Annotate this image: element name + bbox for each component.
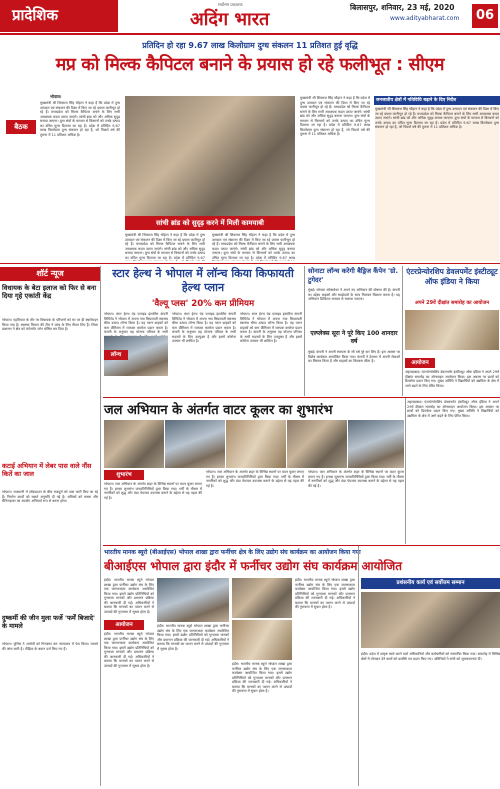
award-body: इंदौर। प्रदेश में उत्कृष्ट कार्य करने वाले अधिकारियों और कर्मचारियों को सम्मानित किया गया। समारोह में विभिन्न क्षेत्रों में योगदान देने वालों को प्रशस्ति पत्र प्रदान किए गए। अतिथियों ने सभी को शुभकामनाएं दीं। bbox=[361, 652, 500, 661]
sona-sub-headline: एल्प्लेक्स सूरा ने पूरे किए 100 शानदार वर्ष bbox=[310, 330, 398, 345]
divider-3 bbox=[103, 545, 500, 546]
water-photo-5 bbox=[348, 420, 404, 468]
water-photo-3 bbox=[226, 420, 286, 468]
entre-body: अहमदाबाद। एंटरप्रेन्योरशिप डेवलपमेंट इंस्टीट्यूट ऑफ इंडिया ने अपने 29वें दीक्षांत समारोह का ऑनलाइन आयोजन किया। इस अवसर पर छात्रों को डिप्लोमा प्रदान किए गए। मुख्य अतिथि ने विद्यार्थियों को उद्यमिता के क्षेत्र में आगे बढ़ने के लिए प्रेरित किया। bbox=[405, 370, 499, 388]
bis-body-2: इंदौर। भारतीय मानक ब्यूरो भोपाल शाखा द्वारा फर्नीचर उद्योग संघ के लिए एक जागरूकता कार्यक्रम आयोजित किया गया। इसमें उद्योग प्रतिनिधियों को गुणवत्ता मानकों और प्रमाणन प्रक्रिया की जानकारी दी गई। अधिकारियों ने बताया कि मानकों का पालन करने से उत्पादों की गुणवत्ता में सुधार होता है। bbox=[104, 632, 154, 668]
short-news-1-body: भोपाल। एहतियात के तौर पर विधायक के परिजनों को घर पर ही क्वारेंटाइन किया गया है। स्वास्थ्य विभाग की टीम ने जांच के लिए सैंपल लिए हैं। जिला प्रशासन ने क्षेत्र को कंटेनमेंट जोन घोषित कर दिया है। bbox=[2, 318, 98, 331]
lead-badge: बैठक bbox=[6, 120, 36, 134]
lead-body-col1: मुख्यमंत्री श्री शिवराज सिंह चौहान ने कहा है कि प्रदेश में दुग्ध उत्पादन एवं संकलन की दिशा में किए जा रहे प्रयास फलीभूत हो रहे हैं। मध्यप्रदेश को मिल्क कैपिटल बनाने के लिए सभी आवश्यक कदम उठाए जाएंगे। सांची ब्रांड को और अधिक सुदृढ़ बनाया जाएगा। दुग्ध संघों के माध्यम से किसानों को उनके उत्पाद का उचित मूल्य दिलाया जा रहा है। प्रदेश में प्रतिदिन 9.67 लाख किलोग्राम दुग्ध संकलन हो रहा है, जो पिछले वर्ष की तुलना में 11 प्रतिशत अधिक है। bbox=[40, 101, 120, 137]
bis-photo-3 bbox=[232, 620, 292, 660]
award-title: प्रशंसनीय कार्य एवं सर्वोत्तम सम्मान bbox=[361, 578, 500, 589]
short-news-3-body: भोपाल। पुलिस ने आरोपी को गिरफ्तार कर न्यायालय में पेश किया। मामले की जांच जारी है। पीड़िता के बयान दर्ज किए गए हैं। bbox=[2, 642, 98, 651]
water-body-3: भोपाल। जल अभियान के अंतर्गत शहर के विभिन्न स्थानों पर वाटर कूलर लगाए गए हैं। इनका शुभारंभ जनप्रतिनिधियों द्वारा किया गया। गर्मी के मौसम में नागरिकों को शुद्ध और ठंडा पेयजल उपलब्ध कराने के उद्देश्य से यह पहल की गई है। bbox=[308, 470, 404, 488]
divider-2 bbox=[103, 397, 500, 398]
health-body-3: भोपाल। स्टार हेल्थ एंड एलाइड इंश्योरेंस कंपनी लिमिटेड ने भोपाल में अपना नया किफायती स्वास्थ्य बीमा उत्पाद लॉन्च किया है। यह प्लान ग्राहकों को कम प्रीमियम में व्यापक कवरेज प्रदान करता है। कंपनी के अनुसार यह योजना परिवार के सभी सदस्यों के लिए उपयुक्त है और इसमें कोरोना उपचार भी शामिल है। bbox=[240, 312, 302, 343]
section-title: प्रादेशिक bbox=[12, 6, 58, 24]
water-photo-2 bbox=[165, 420, 225, 468]
lead-photo-caption: सांची ब्रांड को सुदृढ़ करने में मिली कामयाबी bbox=[125, 216, 295, 230]
health-headline: स्टार हेल्थ ने भोपाल में लॉन्च किया किफायती हेल्थ प्लान bbox=[112, 267, 294, 294]
bis-body-4: इंदौर। भारतीय मानक ब्यूरो भोपाल शाखा द्वारा फर्नीचर उद्योग संघ के लिए एक जागरूकता कार्यक्रम आयोजित किया गया। इसमें उद्योग प्रतिनिधियों को गुणवत्ता मानकों और प्रमाणन प्रक्रिया की जानकारी दी गई। अधिकारियों ने बताया कि मानकों का पालन करने से उत्पादों की गुणवत्ता में सुधार होता है। bbox=[232, 662, 292, 693]
short-news-2-body: भोपाल। राजधानी में लॉकडाउन के बीच मजदूरों को पास जारी किए जा रहे हैं। निर्माण कार्यों को सशर्त अनुमति दी गई है। श्रमिकों को मास्क और सैनिटाइजर का उपयोग अनिवार्य रूप से करना होगा। bbox=[2, 490, 98, 503]
entre-headline: एंटरप्रेन्योरशिप डेवलपमेंट इंस्टीट्यूट ऑफ इंडिया ने किया bbox=[406, 267, 498, 286]
lead-photo bbox=[125, 96, 295, 216]
health-rule bbox=[304, 266, 305, 396]
sona-sub-body: मुंबई। कंपनी ने अपनी स्थापना के सौ वर्ष पूरे कर लिए हैं। इस अवसर पर विशेष कार्यक्रम आयोजित किया गया। कंपनी ने देशभर में अपनी सेवाओं का विस्तार किया है और ग्राहकों का विश्वास जीता है। bbox=[308, 350, 400, 363]
entre-subhead: अपने 29वें दीक्षांत समारोह का आयोजन bbox=[414, 300, 490, 306]
masthead-rule bbox=[0, 33, 500, 35]
bis-rule bbox=[358, 546, 359, 786]
bis-body-5: इंदौर। भारतीय मानक ब्यूरो भोपाल शाखा द्वारा फर्नीचर उद्योग संघ के लिए एक जागरूकता कार्यक्रम आयोजित किया गया। इसमें उद्योग प्रतिनिधियों को गुणवत्ता मानकों और प्रमाणन प्रक्रिया की जानकारी दी गई। अधिकारियों ने बताया कि मानकों का पालन करने से उत्पादों की गुणवत्ता में सुधार होता है। bbox=[295, 578, 355, 609]
lead-sidebox-title: जनजातीय क्षेत्रों में गतिविधि बढ़ाने के दिए निर्देश bbox=[374, 96, 500, 105]
water-body-1: भोपाल। जल अभियान के अंतर्गत शहर के विभिन्न स्थानों पर वाटर कूलर लगाए गए हैं। इनका शुभारंभ जनप्रतिनिधियों द्वारा किया गया। गर्मी के मौसम में नागरिकों को शुद्ध और ठंडा पेयजल उपलब्ध कराने के उद्देश्य से यह पहल की गई है। bbox=[104, 482, 202, 500]
bis-kicker: भारतीय मानक ब्यूरो (बीआईएस) भोपाल शाखा द्वारा फर्नीचर क्षेत्र के लिए उद्योग संघ कार्यक्रम का आयोजन किया गया bbox=[104, 549, 361, 556]
entre-badge: आयोजन bbox=[405, 358, 435, 368]
entre-photo bbox=[405, 310, 499, 350]
short-news-2-head: कटाई अभियान में लेबर पास वाले नौंस कितें का जाल bbox=[2, 462, 92, 478]
lead-body-col4: मुख्यमंत्री श्री शिवराज सिंह चौहान ने कहा है कि प्रदेश में दुग्ध उत्पादन एवं संकलन की दिशा में किए जा रहे प्रयास फलीभूत हो रहे हैं। मध्यप्रदेश को मिल्क कैपिटल बनाने के लिए सभी आवश्यक कदम उठाए जाएंगे। सांची ब्रांड को और अधिक सुदृढ़ बनाया जाएगा। दुग्ध संघों के माध्यम से किसानों को उनके उत्पाद का उचित मूल्य दिलाया जा रहा है। प्रदेश में प्रतिदिन 9.67 लाख किलोग्राम दुग्ध संकलन हो रहा है, जो पिछले वर्ष की तुलना में 11 प्रतिशत अधिक है। bbox=[300, 96, 370, 136]
health-body-2: भोपाल। स्टार हेल्थ एंड एलाइड इंश्योरेंस कंपनी लिमिटेड ने भोपाल में अपना नया किफायती स्वास्थ्य बीमा उत्पाद लॉन्च किया है। यह प्लान ग्राहकों को कम प्रीमियम में व्यापक कवरेज प्रदान करता है। कंपनी के अनुसार यह योजना परिवार के सभी सदस्यों के लिए उपयुक्त है और इसमें कोरोना उपचार भी शामिल है। bbox=[172, 312, 236, 343]
lead-dateline: भोपाल। bbox=[50, 94, 62, 99]
water-rule bbox=[405, 398, 406, 544]
brand-logo bbox=[190, 2, 310, 30]
masthead-date: बिलासपुर, शनिवार, 23 मई, 2020 bbox=[350, 3, 455, 12]
health-subhead: 'वैल्यू प्लस' 20% कम प्रीमियम bbox=[151, 299, 255, 309]
brand-tagline: सर्वोत्तम प्रकाशक bbox=[218, 2, 243, 7]
bis-body-1: इंदौर। भारतीय मानक ब्यूरो भोपाल शाखा द्वारा फर्नीचर उद्योग संघ के लिए एक जागरूकता कार्यक्रम आयोजित किया गया। इसमें उद्योग प्रतिनिधियों को गुणवत्ता मानकों और प्रमाणन प्रक्रिया की जानकारी दी गई। अधिकारियों ने बताया कि मानकों का पालन करने से उत्पादों की गुणवत्ता में सुधार होता है। bbox=[104, 578, 154, 614]
brand-name: अदिंग भारत bbox=[190, 9, 270, 30]
masthead-website[interactable]: www.adityabharat.com bbox=[390, 15, 460, 22]
short-news-title: शॉर्ट न्यूज bbox=[0, 267, 100, 281]
divider-1 bbox=[0, 263, 500, 264]
sona-body: मुंबई। सोनाटा सॉफ्टवेयर ने अपने नए अभियान की घोषणा की है। कंपनी का उद्देश्य ग्राहकों और साझेदारों के साथ मिलकर विकास करना है। यह अभियान डिजिटल माध्यम से चलाया जाएगा। bbox=[308, 288, 400, 301]
health-badge: लॉन्च bbox=[104, 350, 128, 360]
bis-photo-1 bbox=[157, 578, 229, 622]
sona-rule bbox=[402, 266, 403, 396]
water-photo-1 bbox=[104, 420, 164, 468]
bis-headline: बीआईएस भोपाल द्वारा इंदौर में फर्नीचर उद्योग संघ कार्यक्रम आयोजित bbox=[104, 559, 403, 573]
lead-body-col2: मुख्यमंत्री श्री शिवराज सिंह चौहान ने कहा है कि प्रदेश में दुग्ध उत्पादन एवं संकलन की दिशा में किए जा रहे प्रयास फलीभूत हो रहे हैं। मध्यप्रदेश को मिल्क कैपिटल बनाने के लिए सभी आवश्यक कदम उठाए जाएंगे। सांची ब्रांड को और अधिक सुदृढ़ बनाया जाएगा। दुग्ध संघों के माध्यम से किसानों को उनके उत्पाद का उचित मूल्य दिलाया जा रहा है। प्रदेश में प्रतिदिन 9.67 bbox=[125, 233, 205, 260]
water-photo-4 bbox=[287, 420, 347, 468]
short-news-1-head: विधायक के बेटा इलाज को फिर से बना दिया गृहे एकांती केंद्र bbox=[2, 284, 97, 300]
lead-body-col3: मुख्यमंत्री श्री शिवराज सिंह चौहान ने कहा है कि प्रदेश में दुग्ध उत्पादन एवं संकलन की दिशा में किए जा रहे प्रयास फलीभूत हो रहे हैं। मध्यप्रदेश को मिल्क कैपिटल बनाने के लिए सभी आवश्यक कदम उठाए जाएंगे। सांची ब्रांड को और अधिक सुदृढ़ बनाया जाएगा। दुग्ध संघों के माध्यम से किसानों को उनके उत्पाद का उचित मूल्य दिलाया जा रहा है। प्रदेश में प्रतिदिन 9.67 लाख bbox=[212, 233, 295, 260]
entre-body-continued: अहमदाबाद। एंटरप्रेन्योरशिप डेवलपमेंट इंस्टीट्यूट ऑफ इंडिया ने अपने 29वें दीक्षांत समारोह का ऑनलाइन आयोजन किया। इस अवसर पर छात्रों को डिप्लोमा प्रदान किए गए। मुख्य अतिथि ने विद्यार्थियों को उद्यमिता के क्षेत्र में आगे बढ़ने के लिए प्रेरित किया। bbox=[407, 400, 499, 418]
water-badge: शुभारंभ bbox=[104, 470, 144, 480]
bis-badge: आयोजन bbox=[104, 620, 144, 630]
short-news-3-head: दुष्कर्मी की जीन मुला फर्जे 'फर्में बिजादे' के मामले bbox=[2, 614, 95, 630]
bis-body-3: इंदौर। भारतीय मानक ब्यूरो भोपाल शाखा द्वारा फर्नीचर उद्योग संघ के लिए एक जागरूकता कार्यक्रम आयोजित किया गया। इसमें उद्योग प्रतिनिधियों को गुणवत्ता मानकों और प्रमाणन प्रक्रिया की जानकारी दी गई। अधिकारियों ने बताया कि मानकों का पालन करने से उत्पादों की गुणवत्ता में सुधार होता है। bbox=[157, 624, 229, 651]
award-photo bbox=[361, 592, 500, 648]
left-col-rule bbox=[100, 266, 101, 786]
lead-headline: मप्र को मिल्क कैपिटल बनाने के प्रयास हो रहे फलीभूत : सीएम bbox=[55, 55, 445, 75]
sona-headline: सोनाटा लॉन्च करेगी बैड्रिज कैंपेन 'ग्रो. टुगेदर' bbox=[308, 267, 398, 284]
water-headline: जल अभियान के अंतर्गत वाटर कूलर का शुभारंभ bbox=[104, 403, 333, 418]
health-body-1: भोपाल। स्टार हेल्थ एंड एलाइड इंश्योरेंस कंपनी लिमिटेड ने भोपाल में अपना नया किफायती स्वास्थ्य बीमा उत्पाद लॉन्च किया है। यह प्लान ग्राहकों को कम प्रीमियम में व्यापक कवरेज प्रदान करता है। कंपनी के अनुसार यह योजना परिवार के सभी bbox=[104, 312, 168, 334]
page-number: 06 bbox=[472, 4, 498, 28]
bis-photo-2 bbox=[232, 578, 292, 618]
lead-kicker: प्रतिदिन हो रहा 9.67 लाख किलोग्राम दुग्ध संकलन 11 प्रतिशत हुई वृद्धि bbox=[142, 41, 358, 50]
lead-sidebox-body: मुख्यमंत्री श्री शिवराज सिंह चौहान ने कहा है कि प्रदेश में दुग्ध उत्पादन एवं संकलन की दिशा में किए जा रहे प्रयास फलीभूत हो रहे हैं। मध्यप्रदेश को मिल्क कैपिटल बनाने के लिए सभी आवश्यक कदम उठाए जाएंगे। सांची ब्रांड को और अधिक सुदृढ़ बनाया जाएगा। दुग्ध संघों के माध्यम से किसानों को उनके उत्पाद का उचित मूल्य दिलाया जा रहा है। प्रदेश में प्रतिदिन 9.67 लाख किलोग्राम दुग्ध संकलन हो रहा है, जो पिछले वर्ष की तुलना में 11 प्रतिशत अधिक है। bbox=[375, 107, 499, 261]
water-body-2: भोपाल। जल अभियान के अंतर्गत शहर के विभिन्न स्थानों पर वाटर कूलर लगाए गए हैं। इनका शुभारंभ जनप्रतिनिधियों द्वारा किया गया। गर्मी के मौसम में नागरिकों को शुद्ध और ठंडा पेयजल उपलब्ध कराने के उद्देश्य से यह पहल की गई है। bbox=[206, 470, 304, 488]
